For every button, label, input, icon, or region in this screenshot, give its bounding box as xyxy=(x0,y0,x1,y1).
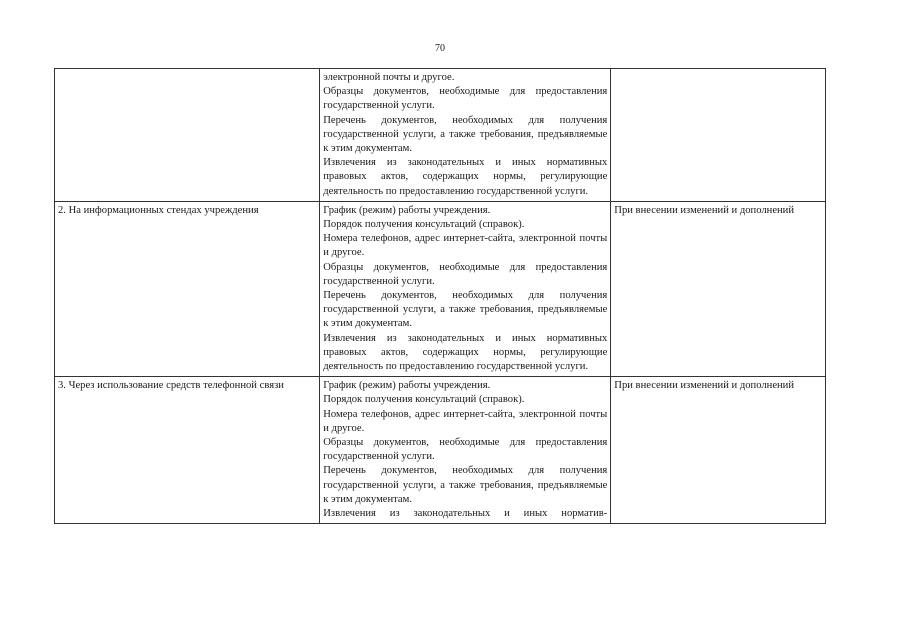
content-paragraph: Образцы документов, необходимые для предоставления государственной услуги. xyxy=(323,261,608,287)
method-text: 2. На информационных стендах учреждения xyxy=(58,204,259,216)
content-paragraph: Порядок получения консультаций (справок). xyxy=(323,219,525,231)
content-paragraph: Перечень документов, необходимых для получения государственной услуги, а также требования, предъявляемые к этим документам. xyxy=(323,465,608,505)
method-cell xyxy=(55,377,320,524)
content-paragraph: Извлечения из законодательных и иных норматив- xyxy=(323,508,608,520)
content-paragraph: Номера телефонов, адрес интернет-сайта, электронной почты и другое. xyxy=(323,233,608,259)
table-row xyxy=(55,377,826,524)
update-terms-text: При внесении изменений и дополнений xyxy=(614,380,795,392)
content-cell xyxy=(320,201,611,376)
content-paragraph: Порядок получения консультаций (справок). xyxy=(323,394,525,406)
page-number: 70 xyxy=(435,43,445,54)
content-cell xyxy=(320,69,611,202)
content-paragraph: Образцы документов, необходимые для предоставления государственной услуги. xyxy=(323,86,608,112)
table-row xyxy=(55,201,826,376)
content-cell xyxy=(320,377,611,524)
information-table xyxy=(54,68,826,524)
method-cell xyxy=(55,69,320,202)
content-paragraph: Перечень документов, необходимых для получения государственной услуги, а также требования, предъявляемые к этим документам. xyxy=(323,114,608,155)
content-paragraph: Извлечения из законодательных и иных нормативных правовых актов, содержащих нормы, регулирующие деятельность по предоставлению государственной услуги. xyxy=(323,332,608,373)
content-paragraph: электронной почты и другое. xyxy=(323,72,455,83)
content-paragraph: График (режим) работы учреждения. xyxy=(323,204,491,216)
update-terms-cell xyxy=(611,201,826,376)
table-row xyxy=(55,69,826,202)
update-terms-cell xyxy=(611,377,826,524)
content-paragraph: Номера телефонов, адрес интернет-сайта, электронной почты и другое. xyxy=(323,408,608,434)
content-paragraph: График (режим) работы учреждения. xyxy=(323,380,491,392)
content-paragraph: Образцы документов, необходимые для предоставления государственной услуги. xyxy=(323,437,608,463)
update-terms-text: При внесении изменений и дополнений xyxy=(614,204,795,216)
content-paragraph: Перечень документов, необходимых для получения государственной услуги, а также требования, предъявляемые к этим документам. xyxy=(323,290,608,330)
content-paragraph: Извлечения из законодательных и иных нормативных правовых актов, содержащих нормы, регулирующие деятельность по предоставлению государственной услуги. xyxy=(323,157,608,197)
method-text: 3. Через использование средств телефонной связи xyxy=(58,380,284,392)
content-clip xyxy=(323,379,607,521)
update-terms-cell xyxy=(611,69,826,202)
method-cell xyxy=(55,201,320,376)
